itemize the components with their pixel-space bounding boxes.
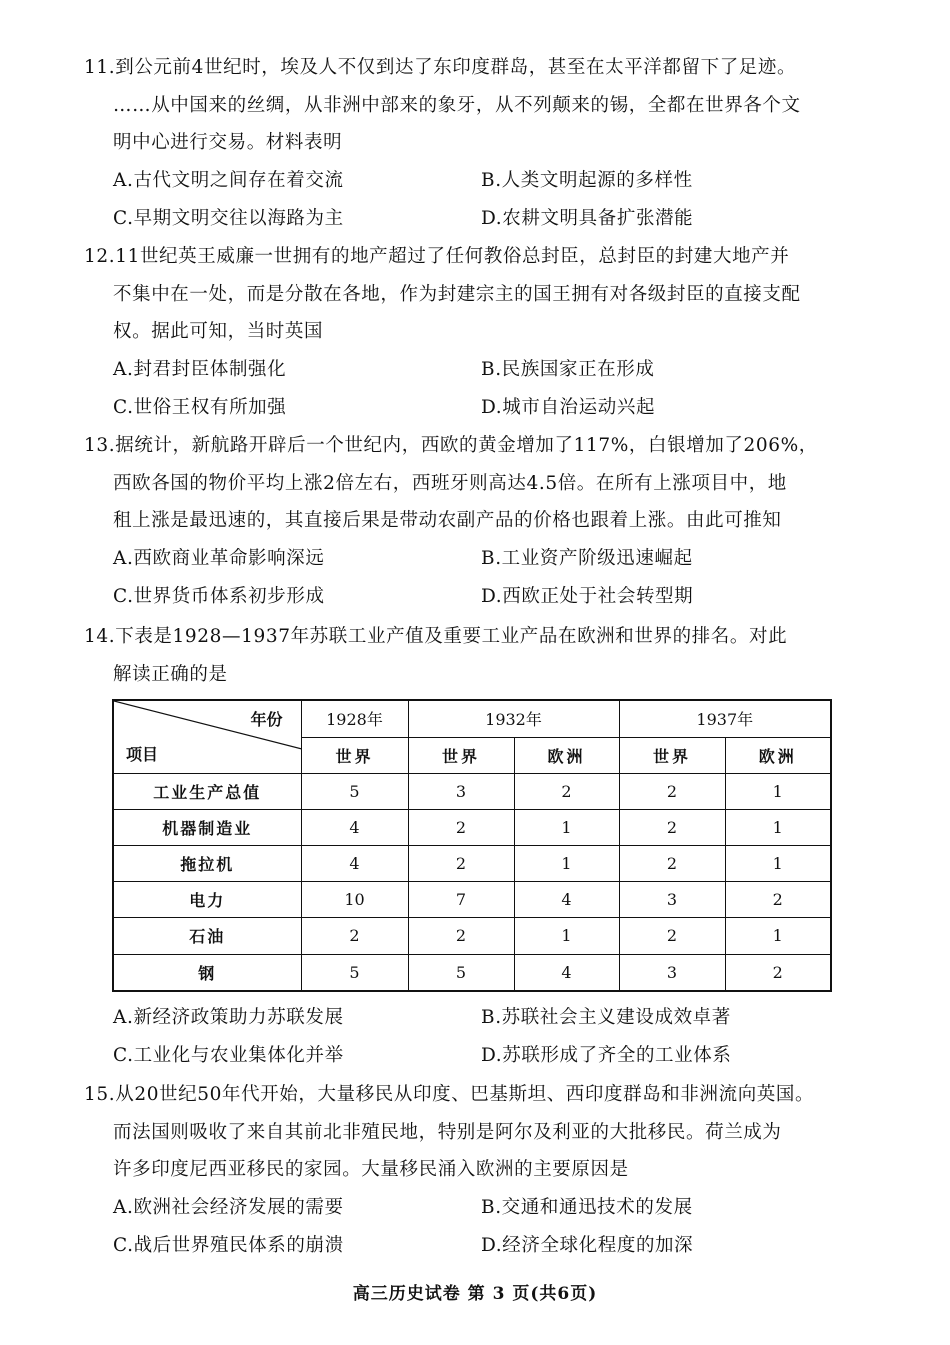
question-12 [84,238,874,351]
q11-line-2: ……从中国来的丝绸，从非洲中部来的象牙，从不列颠来的锡，全都在世界各个文 [113,94,801,116]
table-row [113,773,831,809]
cell-value: 1 [725,809,831,845]
year-header-1928: 1928年 [301,700,408,737]
cell-value: 4 [514,954,619,991]
cell-value: 1 [514,918,619,954]
q13-line-1: 13.据统计，新航路开辟后一个世纪内，西欧的黄金增加了117%，白银增加了206%， [84,435,818,456]
q13-option-d: D.西欧正处于社会转型期 [481,585,694,607]
subheader-1937-world: 世界 [619,737,725,773]
q13-option-c: C.世界货币体系初步形成 [113,585,325,607]
question-11 [84,49,874,162]
cell-value: 2 [514,773,619,809]
q15-option-a: A.欧洲社会经济发展的需要 [113,1197,344,1218]
cell-value: 1 [514,809,619,845]
q15-line-1: 15.从20世纪50年代开始，大量移民从印度、巴基斯坦、西印度群岛和非洲流向英国。 [84,1084,815,1105]
row-item: 石油 [113,918,301,954]
cell-value: 2 [619,773,725,809]
cell-value: 1 [725,845,831,881]
cell-value: 1 [725,773,831,809]
q11-option-a: A.古代文明之间存在着交流 [113,170,344,191]
cell-value: 5 [301,954,408,991]
q13-option-a: A.西欧商业革命影响深远 [113,548,325,569]
cell-value: 5 [301,773,408,809]
q14-option-a: A.新经济政策助力苏联发展 [113,1007,344,1028]
cell-value: 3 [619,882,725,918]
subheader-1928-world: 世界 [301,737,408,773]
question-15 [84,1076,874,1189]
q14-options [113,999,893,1074]
cell-value: 1 [725,918,831,954]
cell-value: 4 [301,809,408,845]
cell-value: 4 [514,882,619,918]
cell-value: 10 [301,882,408,918]
row-item: 钢 [113,954,301,991]
q11-option-c: C.早期文明交往以海路为主 [113,207,344,229]
q11-option-b: B.人类文明起源的多样性 [481,170,693,191]
cell-value: 2 [301,918,408,954]
year-header-1932: 1932年 [408,700,619,737]
q15-line-2: 而法国则吸收了来自其前北非殖民地，特别是阿尔及利亚的大批移民。荷兰成为 [113,1121,782,1143]
corner-item-label: 项目 [126,744,159,764]
q15-option-c: C.战后世界殖民体系的崩溃 [113,1234,344,1256]
row-item: 电力 [113,882,301,918]
table-row [113,918,831,954]
q14-option-b: B.苏联社会主义建设成效卓著 [481,1007,731,1028]
table-row [113,845,831,881]
q11-option-d: D.农耕文明具备扩张潜能 [481,207,694,229]
cell-value: 2 [408,918,514,954]
q12-option-b: B.民族国家正在形成 [481,359,655,380]
cell-value: 2 [408,809,514,845]
q14-line-1: 14.下表是1928—1937年苏联工业产值及重要工业产品在欧洲和世界的排名。对此 [84,626,788,647]
cell-value: 2 [408,845,514,881]
row-item: 拖拉机 [113,845,301,881]
q15-options [113,1189,893,1264]
q15-option-b: B.交通和通迅技术的发展 [481,1197,693,1218]
q11-line-1: 11.到公元前4世纪时，埃及人不仅到达了东印度群岛，甚至在太平洋都留下了足迹。 [84,57,797,78]
row-item: 工业生产总值 [113,773,301,809]
question-14 [84,618,874,693]
cell-value: 1 [514,845,619,881]
ranking-table [112,699,832,992]
row-item: 机器制造业 [113,809,301,845]
question-13 [84,427,874,540]
table-row [113,809,831,845]
q11-line-3: 明中心进行交易。材料表明 [113,132,343,154]
q12-option-a: A.封君封臣体制强化 [113,359,287,380]
cell-value: 2 [725,954,831,991]
table-corner-cell [113,700,301,773]
page-footer: 高三历史试卷 第 3 页(共6页) [352,1284,598,1304]
cell-value: 5 [408,954,514,991]
cell-value: 2 [619,809,725,845]
q13-option-b: B.工业资产阶级迅速崛起 [481,548,693,569]
cell-value: 2 [619,845,725,881]
q15-line-3: 许多印度尼西亚移民的家园。大量移民涌入欧洲的主要原因是 [113,1159,629,1181]
cell-value: 4 [301,845,408,881]
cell-value: 2 [725,882,831,918]
cell-value: 2 [619,918,725,954]
q13-options [113,540,893,615]
subheader-1932-world: 世界 [408,737,514,773]
cell-value: 3 [408,773,514,809]
q12-line-2: 不集中在一处，而是分散在各地，作为封建宗主的国王拥有对各级封臣的直接支配 [113,283,801,305]
cell-value: 7 [408,882,514,918]
q15-option-d: D.经济全球化程度的加深 [481,1234,694,1256]
q12-option-d: D.城市自治运动兴起 [481,396,656,418]
q14-line-2: 解读正确的是 [113,663,228,685]
q12-option-c: C.世俗王权有所加强 [113,396,287,418]
q12-line-3: 权。据此可知，当时英国 [113,321,324,343]
q13-line-3: 租上涨是最迅速的，其直接后果是带动农副产品的价格也跟着上涨。由此可推知 [113,510,782,532]
table-row [113,882,831,918]
q14-option-c: C.工业化与农业集体化并举 [113,1044,344,1066]
corner-year-label: 年份 [250,710,283,729]
q13-line-2: 西欧各国的物价平均上涨2倍左右，西班牙则高达4.5倍。在所有上涨项目中，地 [113,472,787,494]
q12-options [113,351,893,426]
q14-option-d: D.苏联形成了齐全的工业体系 [481,1044,732,1066]
cell-value: 3 [619,954,725,991]
subheader-1937-europe: 欧洲 [725,737,831,773]
year-header-1937: 1937年 [619,700,831,737]
table-row [113,954,831,991]
subheader-1932-europe: 欧洲 [514,737,619,773]
q11-options [113,162,893,237]
q12-line-1: 12.11世纪英王威廉一世拥有的地产超过了任何教俗总封臣，总封臣的封建大地产并 [84,246,790,267]
